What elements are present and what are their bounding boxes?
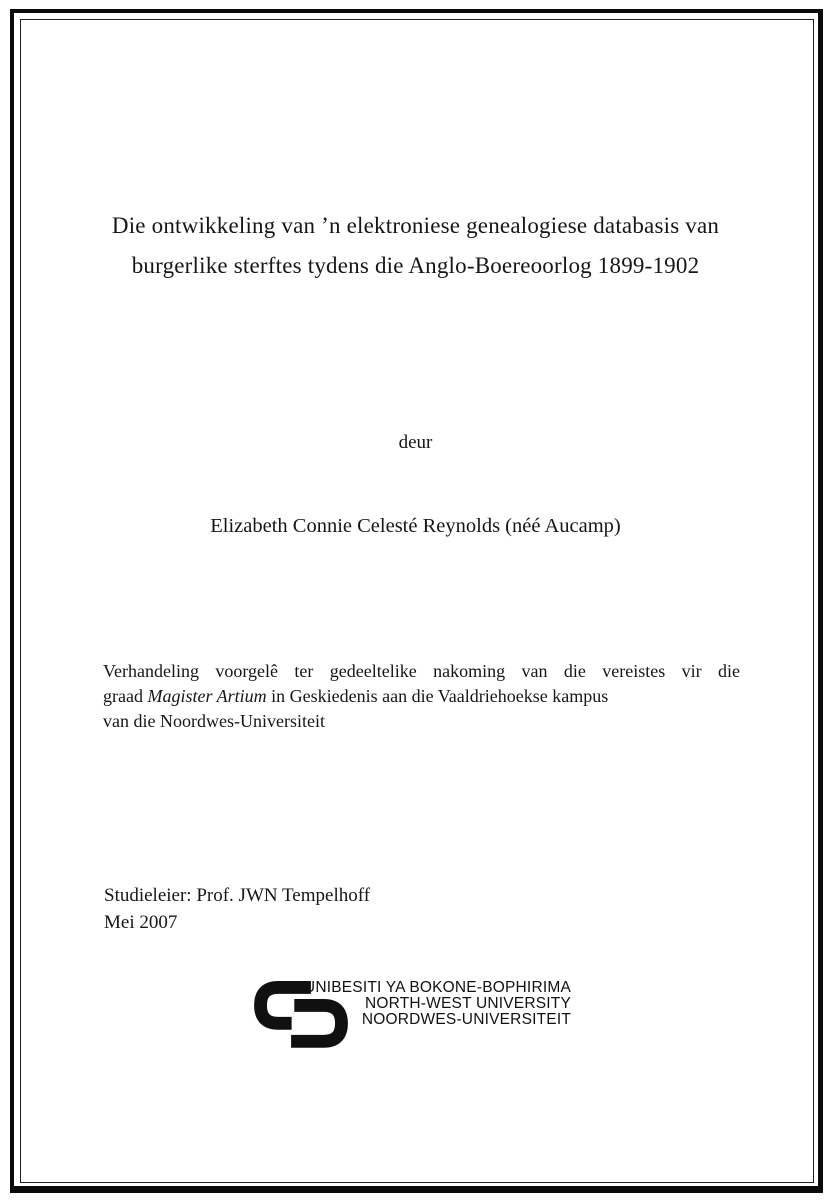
university-name-block xyxy=(293,980,571,1027)
date-line: Mei 2007 xyxy=(104,912,178,933)
university-name-afrikaans: NOORDWES-UNIVERSITEIT xyxy=(361,1010,571,1028)
thesis-title xyxy=(55,206,776,286)
university-name-setswana: YUNIBESITI YA BOKONE-BOPHIRIMA xyxy=(293,979,571,996)
degree-statement-line2-pre: graad xyxy=(103,686,148,706)
author-name: Elizabeth Connie Celesté Reynolds (néé Aucamp) xyxy=(210,515,621,537)
thesis-title-line1: Die ontwikkeling van ’n elektroniese genealogiese databasis van xyxy=(111,213,720,238)
thesis-title-line2: burgerlike sterftes tydens die Anglo-Boereoorlog 1899-1902 xyxy=(131,253,700,278)
degree-statement-line1: Verhandeling voorgelê ter gedeeltelike nakoming van die vereistes vir die xyxy=(103,661,740,681)
university-name-english: NORTH-WEST UNIVERSITY xyxy=(364,994,571,1012)
degree-statement-line3: van die Noordwes-Universiteit xyxy=(103,711,325,731)
degree-statement xyxy=(103,659,740,734)
supervisor-line: Studieleier: Prof. JWN Tempelhoff xyxy=(104,885,371,906)
degree-statement-line2-post: in Geskiedenis aan die Vaaldriehoekse kampus xyxy=(266,686,609,706)
byline-label: deur xyxy=(398,432,433,453)
degree-statement-line2 xyxy=(103,684,740,709)
degree-name-italic: Magister Artium xyxy=(147,686,267,706)
